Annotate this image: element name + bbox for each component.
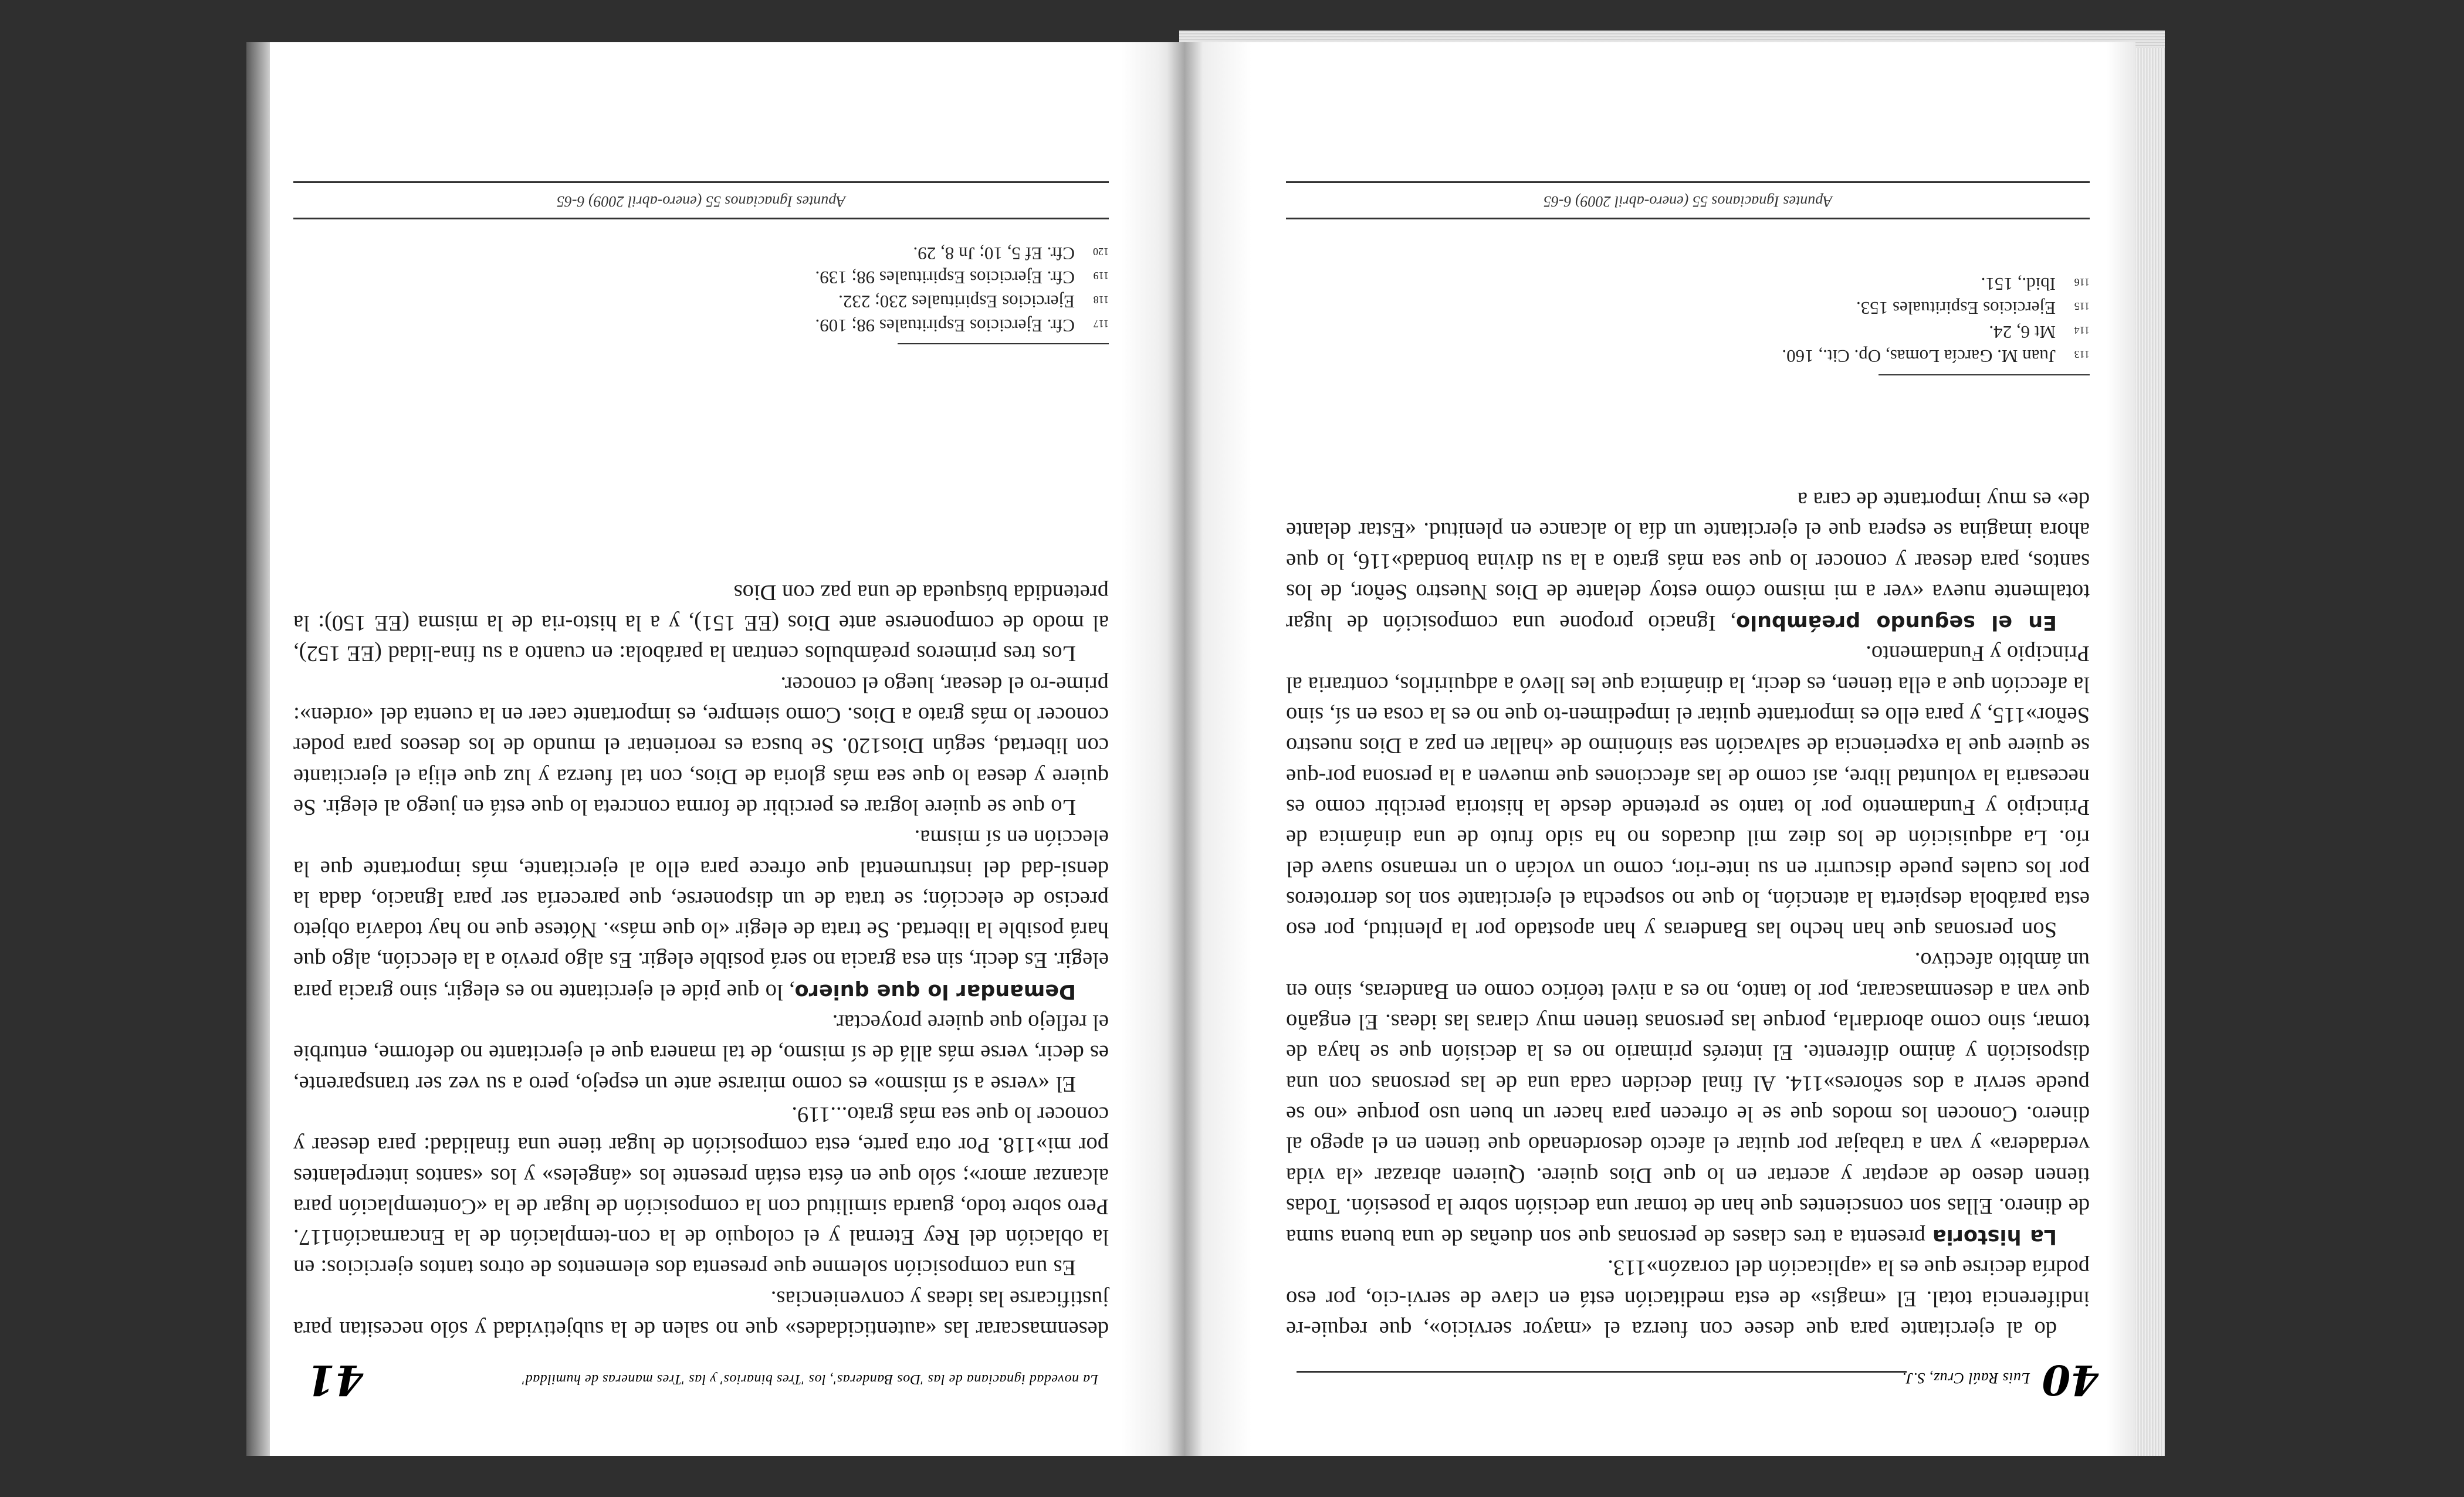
footnote-text: Ibid., 151. [1981,274,2056,294]
right-edge-shadow [246,42,270,1456]
footnote-number: 117 [1093,318,1109,330]
paragraph-text: El «verse a sí mismo» es como mirarse ante un espejo, pero a su vez ser transparente, es decir, verse más allá de sí mismo, de tal manera que el ejercitante no deforme, enturbie el reflejo que quiere proyectar. [293,1010,1109,1096]
right-body-text [293,577,1109,1344]
right-page [270,42,1185,1456]
left-footer: Apuntes Ignacianos 55 (enero-abril 2009) 6-65 [1543,193,1833,210]
footnote-number: 114 [2074,324,2090,336]
right-footer: Apuntes Ignacianos 55 (enero-abril 2009) 6-65 [556,193,846,210]
book-gutter [1167,42,1203,1456]
footnote-text: Juan M. García Lomas, Op. Cit., 160. [1782,346,2056,367]
footnote-text: Cfr. Ejercicios Espirituales 98; 109. [815,316,1075,336]
paragraph-text: presenta a tres clases de personas que son dueñas de una buena suma de dinero. Ellas son conscientes que han de tomar una decisión sobre la posesión. Todas tienen deseo de aceptar y acertar en lo que Dios quiere. Quieren abrazar «la vida verdadera» y van a trabajar por quitar el afecto desordenado que tienen en el apego al dinero. Conocen los modos que se le ofrecen para hacer un buen uso porque «no se puede servir a dos señores»114. Al final deciden cada una de las personas con una disposición y ánimo diferente. El interés primario no es la decisión que se haya de tomar, sino como abordarla, porque las personas tienen muy claras las ideas. El engaño que van a desenmascarar, por lo tanto, no es a nivel teórico como en Banderas, sino en un ámbito afectivo. [1286,948,2090,1250]
left-page-number: 40 [2042,1356,2099,1404]
footnote-number: 116 [2074,276,2090,288]
paragraph [1286,485,2090,638]
paragraph-text: , Ignacio propone una composición de lugar totalmente nueva «ver a mi mismo cómo estoy delante de Dios Nuestro Señor, de los santos, para desear y conocer lo que sea más grato a la su divina bondad»116, lo que ahora imagina se espera que el ejercitante un día lo alcance en plenitud. «Estar delante de» es muy importante de cara a [1286,487,2090,636]
paragraph [293,822,1109,1007]
right-footnotes [405,241,1109,337]
paragraph-text: desenmascarar las «autenticidades» que no salen de la subjetividad y sólo necesitan para justificarse las ideas y conveniencias. [293,1286,1109,1342]
paragraph-text: do al ejercitante para que desee con fuerza el «mayor servicio», que requie-re indiferencia total. El «magis» de esta meditación está en clave de servi-cio, por eso podría decirse que es la «aplicación del corazón»113. [1286,1255,2090,1342]
paragraph-lead: La historia [1932,1225,2057,1249]
paragraph-text: Son personas que han hecho las Banderas y han apostado por la plenitud, por eso esta parábola despierta la atención, lo que no sospecha el ejercitante son los derroteros por los cuales puede discurrir en su inte-rior, como un volcán o un remanso suave del río. La adquisición de los diez mil ducados no ha sido fruto de una dinámica de Principio y Fundamento por lo tanto se pretende desde la historia percibir como es necesaria la voluntad libre, así como de las afecciones que mueven a la persona por-que se quiere que la experiencia de salvación sea sinónimo de «hallar en paz a Dios nuestro Señor»115, y para ello es importante quitar el impedimen-to que no es la cosa en sí, sino la afección que a ella tienen, es decir, la dinámica que les llevó a adquirirlos, contraria al Principio y Fundamento. [1286,641,2090,943]
paragraph-text: Lo que se quiere lograr es percibir de forma concreta lo que está en juego al elegir. Se quiere y desea lo que sea más gloria de Dios, con tal fuerza y luz que elija el ejercitante con libertad, según Dios120. Se busca es reorientar el mundo de los deseos para poder conocer lo más grato a Dios. Como siempre, es importante caer en la cuenta del «orden»: prime-ro el desear, luego el conocer. [293,672,1109,819]
left-header-rule [1297,1371,1907,1373]
right-footer-rule-top [293,218,1109,219]
left-footer-rule-top [1286,218,2090,219]
left-footer-rule-bottom [1286,181,2090,183]
paragraph [293,669,1109,822]
right-running-head: La novedad ignaciana de las 'Dos Banderas', los 'Tres binarios' y las 'Tres maneras de humildad' [522,1371,1098,1387]
paragraph-lead: Demandar lo que quiero [794,979,1076,1003]
left-footnotes [1386,271,2090,367]
right-footer-rule-bottom [293,181,1109,183]
left-page [1185,42,2135,1456]
right-page-number: 41 [306,1356,364,1404]
paragraph-text: Es una composición solemne que presenta dos elementos de otros tantos ejercicios: en la oblación del Rey Eternal y el coloquio de la con-templación de la Encarnación117. Pero sobre todo, guarda similitud con la composición de lugar de la «Contemplación para alcanzar amor»; sólo que en ésta están presente los «ángeles» y los «santos interpelantes por mi»118. Por otra parte, esta composición de lugar tiene una finalidad: para desear y conocer lo que sea más grato...119. [293,1102,1109,1281]
footnote [1386,271,2090,295]
paragraph-lead: En el segundo preámbulo [1736,611,2057,635]
paragraph-text: Los tres primeros preámbulos centran la parábola: en cuanto a su fina-lidad (EE 152), al modo de componerse ante Dios (EE 151), y a la histo-ria de la misma (EE 150): la pretendida búsqueda de una paz con Dios [293,580,1109,666]
footnote [1386,295,2090,319]
footnote-number: 118 [1093,294,1109,306]
page-stack-edge [2133,42,2165,1456]
left-footnote-rule [1879,374,2090,375]
footnote-text: Cfr. Ejercicios Espirituales 98; 139. [815,267,1075,288]
paragraph [1286,945,2090,1252]
right-footnote-rule [898,343,1109,344]
footnote-number: 120 [1093,246,1109,258]
footnote [405,241,1109,265]
footnote [1386,343,2090,367]
footnote [405,265,1109,289]
left-body-text [1286,485,2090,1344]
paragraph [293,577,1109,669]
paragraph [293,1283,1109,1344]
paragraph [293,1007,1109,1099]
paragraph-text: , lo que pide el ejercitante no es elegir, sino gracia para elegir. Es decir, sin esa gracia no será posible elegir. Es algo previo a la elección, algo que hará posible la libertad. Se trata de elegir «lo que más». Nótese que no hay todavía objeto preciso de elección; se trata de un disponerse, que parecería ser para Ignacio, dada la densi-dad del instrumental que ofrece para ello al ejercitante, más importante que la elección en sí misma. [293,825,1109,1004]
paragraph [1286,638,2090,945]
footnote-text: Cfr. Ef 5, 10; Jn 8, 29. [913,243,1075,264]
footnote-number: 113 [2074,348,2090,360]
footnote-text: Ejercicios Espirituales 230; 232. [838,292,1075,312]
left-running-head: Luis Raúl Cruz, S.J. [1901,1370,2030,1387]
paragraph [1286,1252,2090,1344]
footnote-text: Mt 6, 24. [1989,322,2056,343]
paragraph [293,1099,1109,1283]
footnote [405,313,1109,337]
footnote [1386,319,2090,343]
footnote-number: 115 [2074,300,2090,312]
footnote-number: 119 [1093,270,1109,282]
footnote [405,289,1109,313]
footnote-text: Ejercicios Espirituales 153. [1856,298,2056,319]
